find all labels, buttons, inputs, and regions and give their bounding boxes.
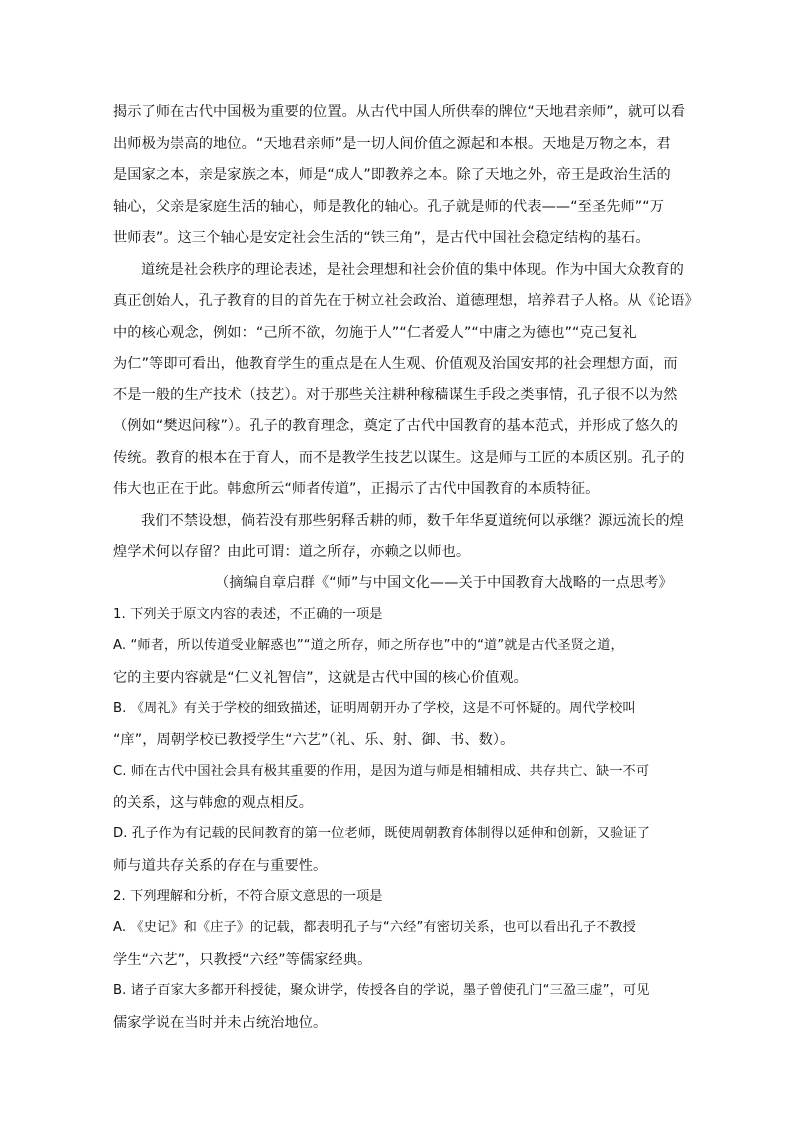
paragraph-line: 轴心，父亲是家庭生活的轴心，师是教化的轴心。孔子就是师的代表——“至圣先师”“万 (113, 199, 664, 215)
paragraph-line: 传统。教育的根本在于育人，而不是教学生技艺以谋生。这是师与工匠的本质区别。孔子的 (113, 450, 685, 466)
option-b: B. 《周礼》有关于学校的细致描述，证明周朝开办了学校，这是不可怀疑的。周代学校叫 (113, 701, 636, 716)
option-b-cont: “庠”，周朝学校已教授学生“六艺”（礼、乐、射、御、书、数）。 (113, 732, 515, 748)
option-a: A. “师者，所以传道受业解惑也”“道之所存，师之所存也”中的“道”就是古代圣贤之道， (113, 638, 624, 653)
option-b: B. 诸子百家大多都开科授徒，聚众讲学，传授各自的学说，墨子曾使孔门“三盈三虚”，可见 (113, 983, 650, 998)
option-a-cont: 它的主要内容就是“仁义礼智信”，这就是古代中国的核心价值观。 (113, 670, 528, 686)
paragraph-line: （例如“樊迟问稼”）。孔子的教育理念，奠定了古代中国教育的基本范式，并形成了悠久的 (113, 418, 679, 434)
question-2-stem: 2. 下列理解和分析，不符合原文意思的一项是 (113, 889, 383, 904)
option-d-cont: 师与道共存关系的存在与重要性。 (113, 858, 328, 874)
paragraph-line: 中的核心观念，例如：“己所不欲，勿施于人”“仁者爱人”“中庸之为德也”“克己复礼 (113, 325, 637, 341)
option-a-cont: 学生“六艺”，只教授“六经”等儒家经典。 (113, 952, 372, 968)
paragraph-line: 出师极为崇高的地位。“天地君亲师”是一切人间价值之源起和本根。天地是万物之本，君 (113, 136, 671, 152)
paragraph-line: 为仁”等即可看出，他教育学生的重点是在人生观、价值观及治国安邦的社会理想方面，而 (113, 356, 678, 372)
paragraph-line: 煌学术何以存留？由此可谓：道之所存，亦赖之以师也。 (113, 544, 471, 560)
paragraph-line: 是国家之本，亲是家族之本，师是“成人”即教养之本。除了天地之外，帝王是政治生活的 (113, 167, 671, 183)
question-1-stem: 1. 下列关于原文内容的表述，不正确的一项是 (113, 607, 383, 622)
option-c: C. 师在古代中国社会具有极其重要的作用，是因为道与师是相辅相成、共存共亡、缺一不可 (113, 764, 650, 779)
paragraph-line: 真正创始人，孔子教育的目的首先在于树立社会政治、道德理想，培养君子人格。从《论语》 (113, 293, 699, 309)
paragraph-line: 伟大也正在于此。韩愈所云“师者传道”，正揭示了古代中国教育的本质特征。 (113, 481, 600, 497)
option-b-cont: 儒家学说在当时并未占统治地位。 (113, 1015, 328, 1031)
source-citation: （摘编自章启群《“师”与中国文化——关于中国教育大战略的一点思考》 (215, 575, 673, 591)
paragraph-line: 不是一般的生产技术（技艺）。对于那些关注耕种稼穑谋生手段之类事情，孔子很不以为然 (113, 387, 678, 403)
paragraph-line: 道统是社会秩序的理论表述，是社会理想和社会价值的集中体现。作为中国大众教育的 (141, 262, 684, 278)
option-a: A. 《史记》和《庄子》的记载，都表明孔子与“六经”有密切关系，也可以看出孔子不教授 (113, 920, 636, 935)
paragraph-line: 世师表”。这三个轴心是安定社会生活的“铁三角”，是古代中国社会稳定结构的基石。 (113, 230, 650, 246)
option-c-cont: 的关系，这与韩愈的观点相反。 (113, 795, 314, 811)
option-d: D. 孔子作为有记载的民间教育的第一位老师，既使周朝教育体制得以延伸和创新，又验证了 (113, 826, 651, 841)
paragraph-line: 我们不禁设想，倘若没有那些躬释舌耕的师，数千年华夏道统何以承继？源远流长的煌 (141, 513, 684, 529)
paragraph-line: 揭示了师在古代中国极为重要的位置。从古代中国人所供奉的牌位“天地君亲师”，就可以看 (113, 104, 686, 120)
